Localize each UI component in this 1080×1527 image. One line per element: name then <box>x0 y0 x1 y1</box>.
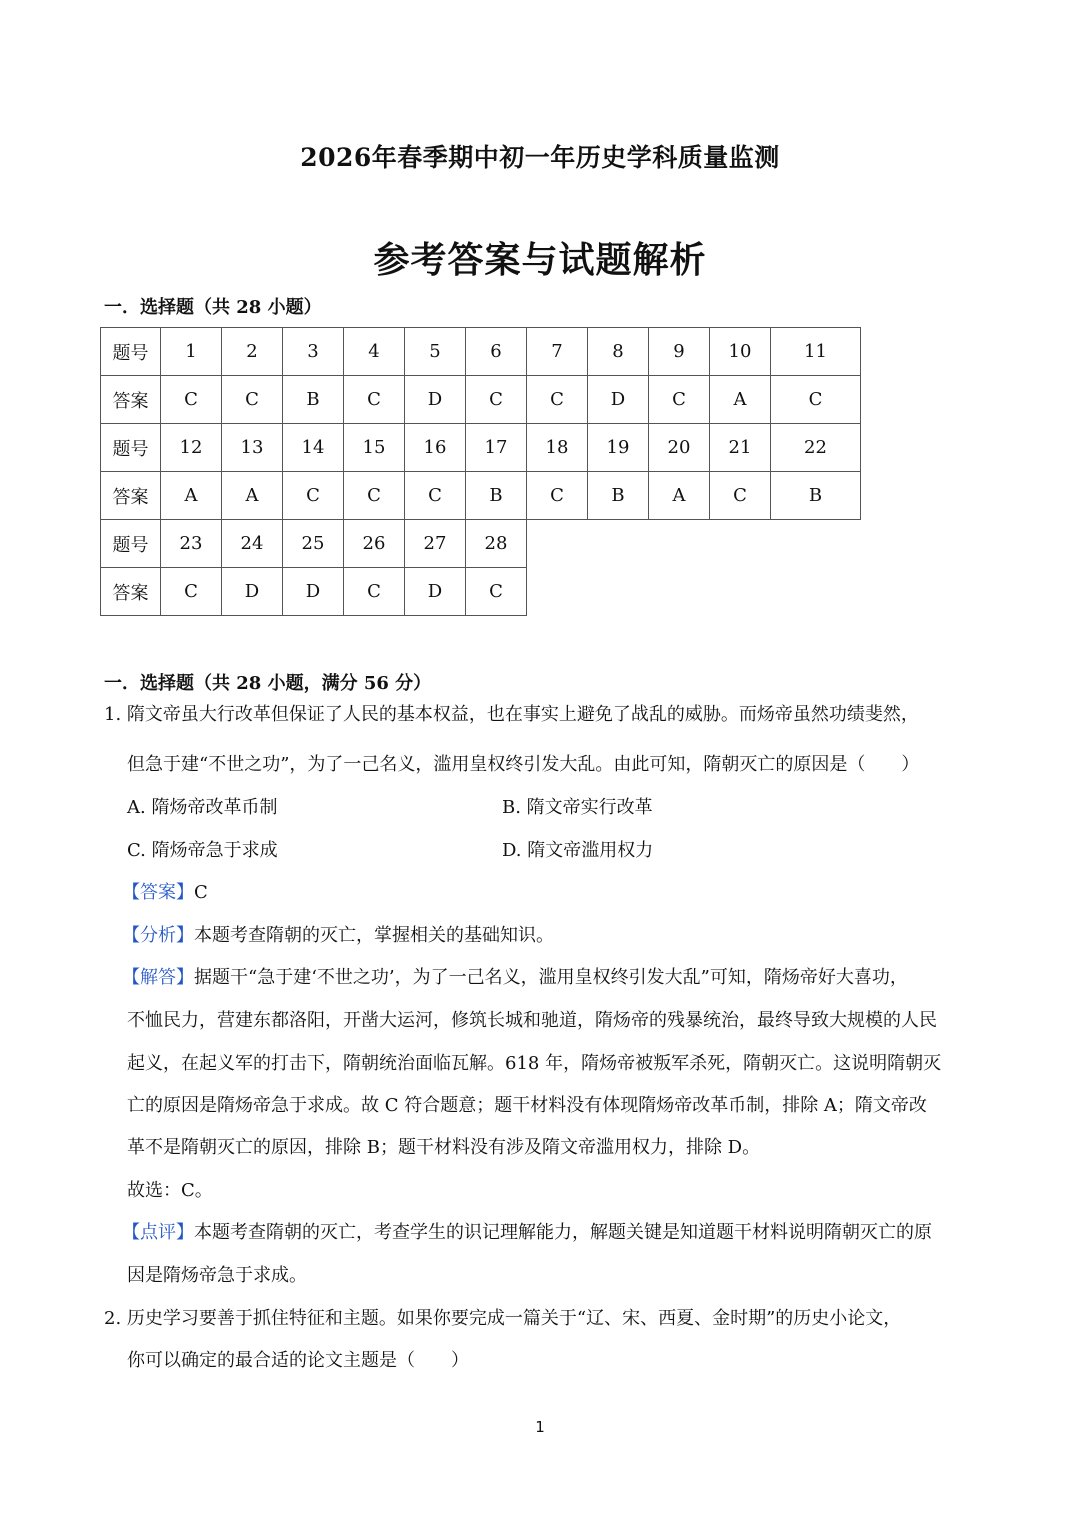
question-number-cell: 18 <box>527 424 588 472</box>
question-number-cell: 22 <box>771 424 861 472</box>
question-number-cell: 28 <box>466 520 527 568</box>
comment-tag: 【点评】 <box>122 1222 194 1243</box>
empty-cell <box>527 520 588 568</box>
question-number-cell: 13 <box>222 424 283 472</box>
page-title: 2026年春季期中初一年历史学科质量监测 <box>300 143 780 172</box>
answer-cell: C <box>466 568 527 616</box>
answer-table <box>100 327 861 616</box>
answer-cell: C <box>466 376 527 424</box>
answer-tag: 【答案】 <box>122 882 194 903</box>
answer-cell: C <box>161 568 222 616</box>
question-1-text-line2: 但急于建“不世之功”，为了一己名义，滥用皇权终引发大乱。由此可知，隋朝灭亡的原因是（ ） <box>127 754 920 775</box>
question-number-cell: 16 <box>405 424 466 472</box>
answer-cell: A <box>649 472 710 520</box>
q1-solution-line3: 起义，在起义军的打击下，隋朝统治面临瓦解。618 年，隋炀帝被叛军杀死，隋朝灭亡。这说明隋朝灭 <box>127 1053 942 1074</box>
answer-cell: A <box>710 376 771 424</box>
table-section-title: 一．选择题（共 28 小题） <box>104 297 322 318</box>
question-number-cell: 23 <box>161 520 222 568</box>
table-row-question-numbers <box>101 424 861 472</box>
answer-value: C <box>194 882 208 903</box>
empty-cell <box>771 520 861 568</box>
answer-cell: C <box>222 376 283 424</box>
answer-cell: D <box>405 376 466 424</box>
question-number-cell: 15 <box>344 424 405 472</box>
question-number-cell: 21 <box>710 424 771 472</box>
table-row-question-numbers <box>101 520 861 568</box>
answer-cell: D <box>222 568 283 616</box>
q1-option-d: D. 隋文帝滥用权力 <box>502 840 654 861</box>
q1-option-c: C. 隋炀帝急于求成 <box>127 840 278 861</box>
question-number-cell: 17 <box>466 424 527 472</box>
empty-cell <box>710 568 771 616</box>
question-1-text-line1: 1. 隋文帝虽大行改革但保证了人民的基本权益，也在事实上避免了战乱的威胁。而炀帝虽然功绩斐然， <box>104 704 919 725</box>
question-2-text-line2: 你可以确定的最合适的论文主题是（ ） <box>127 1350 469 1371</box>
q1-answer <box>122 871 208 914</box>
analysis-tag: 【分析】 <box>122 925 194 946</box>
q1-option-b: B. 隋文帝实行改革 <box>502 797 653 818</box>
answer-cell: C <box>344 376 405 424</box>
empty-cell <box>588 568 649 616</box>
answer-cell: B <box>466 472 527 520</box>
table-row-question-numbers <box>101 328 861 376</box>
question-number-cell: 12 <box>161 424 222 472</box>
answer-cell: C <box>344 568 405 616</box>
empty-cell <box>710 520 771 568</box>
empty-cell <box>588 520 649 568</box>
q1-comment-line1 <box>122 1211 932 1254</box>
q1-solution-line5: 革不是隋朝灭亡的原因，排除 B；题干材料没有涉及隋文帝滥用权力，排除 D。 <box>127 1137 761 1158</box>
q1-comment-line2: 因是隋炀帝急于求成。 <box>127 1265 307 1286</box>
q1-solution-line4: 亡的原因是隋炀帝急于求成。故 C 符合题意；题干材料没有体现隋炀帝改革币制，排除 A；隋文帝改 <box>127 1095 927 1116</box>
question-number-cell: 19 <box>588 424 649 472</box>
question-number-cell: 25 <box>283 520 344 568</box>
answer-cell: C <box>405 472 466 520</box>
q1-solution-line1 <box>122 956 908 999</box>
answer-cell: B <box>283 376 344 424</box>
answer-cell: A <box>222 472 283 520</box>
question-number-cell: 20 <box>649 424 710 472</box>
answer-cell: C <box>649 376 710 424</box>
table-row-answers <box>101 568 861 616</box>
solution-text: 据题干“急于建‘不世之功’，为了一己名义，滥用皇权终引发大乱”可知，隋炀帝好大喜功， <box>194 967 908 988</box>
question-number-cell: 9 <box>649 328 710 376</box>
question-number-cell: 6 <box>466 328 527 376</box>
table-row-answers <box>101 376 861 424</box>
label-answer: 答案 <box>101 472 161 520</box>
empty-cell <box>649 520 710 568</box>
question-number-cell: 11 <box>771 328 861 376</box>
answer-cell: D <box>283 568 344 616</box>
question-number-cell: 24 <box>222 520 283 568</box>
answer-cell: C <box>771 376 861 424</box>
answer-cell: B <box>588 472 649 520</box>
analysis-text: 本题考查隋朝的灭亡，掌握相关的基础知识。 <box>194 925 554 946</box>
answer-cell: C <box>527 472 588 520</box>
answer-cell: C <box>527 376 588 424</box>
question-number-cell: 4 <box>344 328 405 376</box>
answer-cell: D <box>588 376 649 424</box>
question-number-cell: 1 <box>161 328 222 376</box>
question-number-cell: 27 <box>405 520 466 568</box>
label-answer: 答案 <box>101 376 161 424</box>
solution-tag: 【解答】 <box>122 967 194 988</box>
question-number-cell: 2 <box>222 328 283 376</box>
answer-cell: D <box>405 568 466 616</box>
q1-choice: 故选：C。 <box>127 1180 213 1201</box>
q1-analysis <box>122 914 554 957</box>
answer-cell: C <box>710 472 771 520</box>
empty-cell <box>527 568 588 616</box>
answer-cell: B <box>771 472 861 520</box>
label-question: 题号 <box>101 520 161 568</box>
question-number-cell: 8 <box>588 328 649 376</box>
question-number-cell: 7 <box>527 328 588 376</box>
question-number-cell: 14 <box>283 424 344 472</box>
label-question: 题号 <box>101 424 161 472</box>
answer-cell: A <box>161 472 222 520</box>
comment-text: 本题考查隋朝的灭亡，考查学生的识记理解能力，解题关键是知道题干材料说明隋朝灭亡的原 <box>194 1222 932 1243</box>
question-number-cell: 5 <box>405 328 466 376</box>
question-2-text-line1: 2. 历史学习要善于抓住特征和主题。如果你要完成一篇关于“辽、宋、西夏、金时期”的历史小论文， <box>104 1308 902 1329</box>
question-number-cell: 3 <box>283 328 344 376</box>
q1-option-a: A. 隋炀帝改革币制 <box>127 797 278 818</box>
answer-cell: C <box>344 472 405 520</box>
empty-cell <box>771 568 861 616</box>
label-question: 题号 <box>101 328 161 376</box>
page-number: 1 <box>535 1418 545 1436</box>
section-title: 一．选择题（共 28 小题，满分 56 分） <box>104 673 432 694</box>
answer-cell: C <box>283 472 344 520</box>
q1-solution-line2: 不恤民力，营建东都洛阳，开凿大运河，修筑长城和驰道，隋炀帝的残暴统治，最终导致大规模的人民 <box>127 1010 937 1031</box>
answer-cell: C <box>161 376 222 424</box>
question-number-cell: 26 <box>344 520 405 568</box>
question-number-cell: 10 <box>710 328 771 376</box>
empty-cell <box>649 568 710 616</box>
table-row-answers <box>101 472 861 520</box>
label-answer: 答案 <box>101 568 161 616</box>
page-subtitle: 参考答案与试题解析 <box>373 239 707 281</box>
